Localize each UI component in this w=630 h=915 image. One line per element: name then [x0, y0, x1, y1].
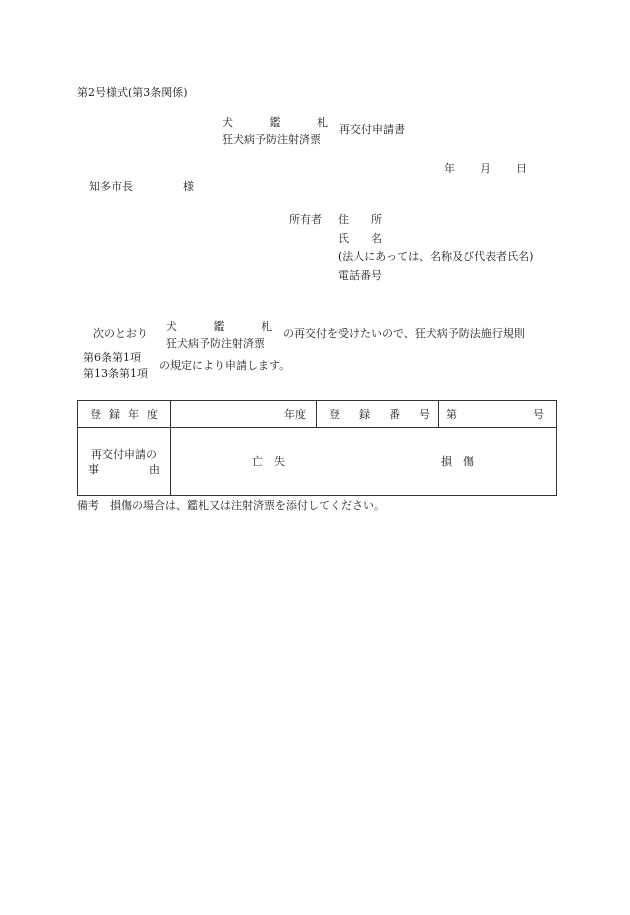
table-row-reason: [78, 428, 557, 496]
body-suffix-text: の規定により申請します。: [159, 359, 291, 372]
title-char-1: 犬: [222, 116, 233, 129]
addressee-name: 知多市長: [89, 180, 133, 193]
form-title-options: [222, 117, 328, 145]
reg-number-suffix: 号: [533, 407, 544, 421]
body-rule-2: 第13条第1項: [83, 367, 148, 380]
body-char-3: 札: [261, 320, 272, 333]
reason-option-lost[interactable]: 亡 失: [252, 455, 285, 468]
owner-name-label: 氏 名: [338, 232, 382, 245]
reason-label-line2: 事 由: [88, 462, 160, 476]
remarks-note: 備考 損傷の場合は、鑑札又は注射済票を添付してください。: [77, 499, 385, 512]
form-number: 第2号様式(第3条関係): [77, 86, 188, 99]
reg-number-prefix: 第: [446, 407, 457, 421]
body-middle-text: の再交付を受けたいので、狂犬病予防法施行規則: [283, 327, 525, 340]
owner-phone-label: 電話番号: [338, 269, 382, 282]
body-char-2: 鑑: [213, 320, 225, 333]
owner-corporate-note: (法人にあっては、名称及び代表者氏名): [338, 250, 534, 263]
registration-table: [77, 400, 557, 496]
title-char-3: 札: [317, 116, 328, 129]
title-option-vaccination-tag: 狂犬病予防注射済票: [222, 133, 321, 146]
body-options: [166, 321, 272, 349]
body-rule-1: 第6条第1項: [83, 351, 141, 364]
table-row-registration: [78, 401, 557, 428]
title-option-tag: [222, 117, 328, 128]
reason-option-damaged[interactable]: 損 傷: [441, 455, 474, 468]
reg-year-value-cell[interactable]: [171, 401, 317, 428]
reg-year-label-cell: [78, 401, 171, 428]
date-month-label: 月: [480, 162, 491, 175]
reason-options-cell: [171, 428, 557, 496]
reason-label-cell: [78, 428, 171, 496]
reg-year-label: 登 録 年 度: [90, 407, 158, 421]
title-char-2: 鑑: [269, 116, 281, 129]
body-char-1: 犬: [166, 320, 177, 333]
form-title-suffix: 再交付申請書: [339, 123, 405, 136]
reg-year-unit: 年度: [284, 407, 306, 421]
date-year-label: 年: [444, 162, 455, 175]
body-option-vaccination-tag: 狂犬病予防注射済票: [166, 337, 265, 350]
reg-number-label: 登 録 番 号: [329, 407, 430, 421]
body-prefix: 次のとおり: [93, 327, 148, 340]
owner-address-label: 住 所: [338, 213, 382, 226]
date-day-label: 日: [516, 162, 527, 175]
owner-label: 所有者: [289, 213, 322, 226]
reason-label-line1: 再交付申請の: [91, 447, 157, 461]
body-option-tag: [166, 321, 272, 332]
addressee-honorific: 様: [183, 180, 194, 193]
reg-number-value-cell[interactable]: [439, 401, 557, 428]
reg-number-label-cell: [317, 401, 439, 428]
